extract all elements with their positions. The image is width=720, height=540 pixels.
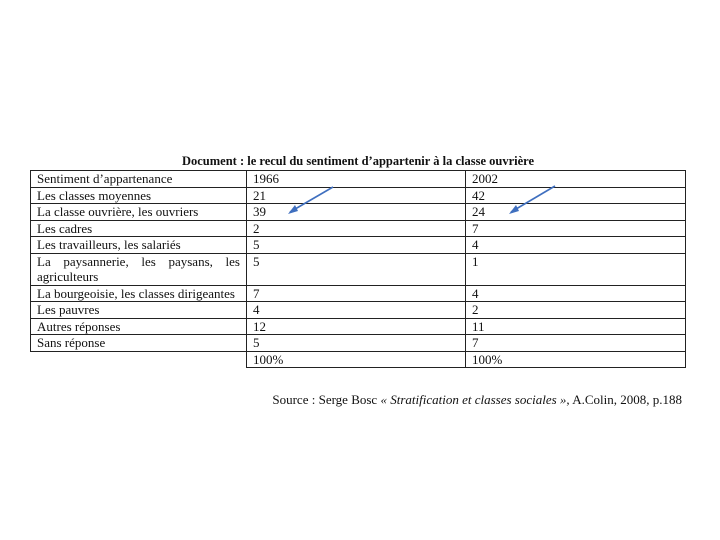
table-row xyxy=(31,318,686,335)
row-label: Sans réponse xyxy=(31,335,247,352)
cell-1966: 2 xyxy=(247,220,466,237)
table-row xyxy=(31,187,686,204)
cell-2002: 4 xyxy=(466,237,686,254)
cell-2002-total: 100% xyxy=(466,351,686,368)
cell-2002: 7 xyxy=(466,220,686,237)
table-row xyxy=(31,220,686,237)
source-prefix: Source : Serge Bosc xyxy=(272,392,381,407)
cell-2002: 24 xyxy=(466,204,686,221)
cell-2002: 42 xyxy=(466,187,686,204)
table-row xyxy=(31,253,686,285)
table-row xyxy=(31,285,686,302)
cell-2002: 4 xyxy=(466,285,686,302)
row-label: La paysannerie, les paysans, les agriculteurs xyxy=(31,253,247,285)
cell-1966: 1966 xyxy=(247,171,466,188)
row-label xyxy=(31,351,247,368)
cell-1966: 4 xyxy=(247,302,466,319)
cell-1966-total: 100% xyxy=(247,351,466,368)
row-label: Les classes moyennes xyxy=(31,187,247,204)
document-title: Document : le recul du sentiment d’appartenir à la classe ouvrière xyxy=(181,154,535,168)
table-row xyxy=(31,204,686,221)
source-citation xyxy=(272,392,682,407)
row-label: Sentiment d’appartenance xyxy=(31,171,247,188)
table-row-total xyxy=(31,351,686,368)
cell-1966: 5 xyxy=(247,253,466,285)
cell-2002: 2002 xyxy=(466,171,686,188)
row-label: La classe ouvrière, les ouvriers xyxy=(31,204,247,221)
table-row xyxy=(31,335,686,352)
cell-2002: 11 xyxy=(466,318,686,335)
table-row xyxy=(31,237,686,254)
row-label: Les pauvres xyxy=(31,302,247,319)
cell-2002: 1 xyxy=(466,253,686,285)
cell-1966: 12 xyxy=(247,318,466,335)
cell-1966: 5 xyxy=(247,237,466,254)
cell-1966: 7 xyxy=(247,285,466,302)
row-label: Les travailleurs, les salariés xyxy=(31,237,247,254)
cell-1966: 21 xyxy=(247,187,466,204)
table-row xyxy=(31,302,686,319)
row-label: Les cadres xyxy=(31,220,247,237)
row-label: Autres réponses xyxy=(31,318,247,335)
source-suffix: , A.Colin, 2008, p.188 xyxy=(566,392,682,407)
table-row xyxy=(31,171,686,188)
cell-2002: 7 xyxy=(466,335,686,352)
data-table xyxy=(30,170,686,368)
source-book-title: « Stratification et classes sociales » xyxy=(380,392,567,407)
cell-2002: 2 xyxy=(466,302,686,319)
cell-1966: 39 xyxy=(247,204,466,221)
row-label: La bourgeoisie, les classes dirigeantes xyxy=(31,285,247,302)
cell-1966: 5 xyxy=(247,335,466,352)
